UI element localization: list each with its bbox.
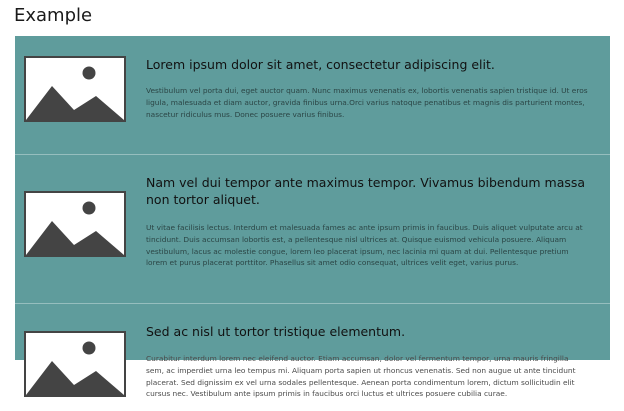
item-body: Curabitur interdum lorem nec eleifend auctor. Etiam accumsan, dolor vel fermentum tempor, urna mauris fringilla sem, ac imperdiet urna leo tempus mi. Aliquam porta sapien ut rhoncus venenatis. Sed non augue ut ante tincidunt placerat. Sed dignissim ex vel urna sodales pellentesque. Aenean porta condimentum lorem, dictum sollicitudin elit cursus nec. Vestibulum ante ipsum primis in faucibus orci luctus et ultrices posuere cubilia curae. [146,354,576,399]
page-title: Example [14,5,93,26]
item-heading: Lorem ipsum dolor sit amet, consectetur adipiscing elit. [146,57,495,72]
image-placeholder-icon [24,331,126,397]
list-item [15,36,610,154]
item-heading: Sed ac nisl ut tortor tristique elementum. [146,324,406,339]
item-heading: Nam vel dui tempor ante maximus tempor. Vivamus bibendum massa non tortor aliquet. [146,175,586,207]
item-body: Ut vitae facilisis lectus. Interdum et malesuada fames ac ante ipsum primis in faucibus. Duis aliquet vulputate arcu at tincidunt. Duis accumsan lobortis est, a pellentesque nisl ultrices at. Quisque euismod vehicula posuere. Aliquam vestibulum, lacus ac molestie congue, lorem leo placerat ipsum, nec lacinia mi quam at dui. Pellentesque pretium lorem et purus placerat porttitor. Phasellus sit amet odio consequat, ultrices velit eget, varius purus. [146,223,583,268]
image-placeholder-icon [24,191,126,257]
item-body: Vestibulum vel porta dui, eget auctor quam. Nunc maximus venenatis ex, lobortis venenatis sapien tristique id. Ut eros ligula, malesuada et diam auctor, gravida finibus urna.Orci varius natoque penatibus et magnis dis parturient montes, nascetur ridiculus mus. Donec posuere varius finibus. [146,86,588,119]
image-placeholder-icon [24,56,126,122]
list-item [15,303,610,411]
list-item [15,154,610,304]
